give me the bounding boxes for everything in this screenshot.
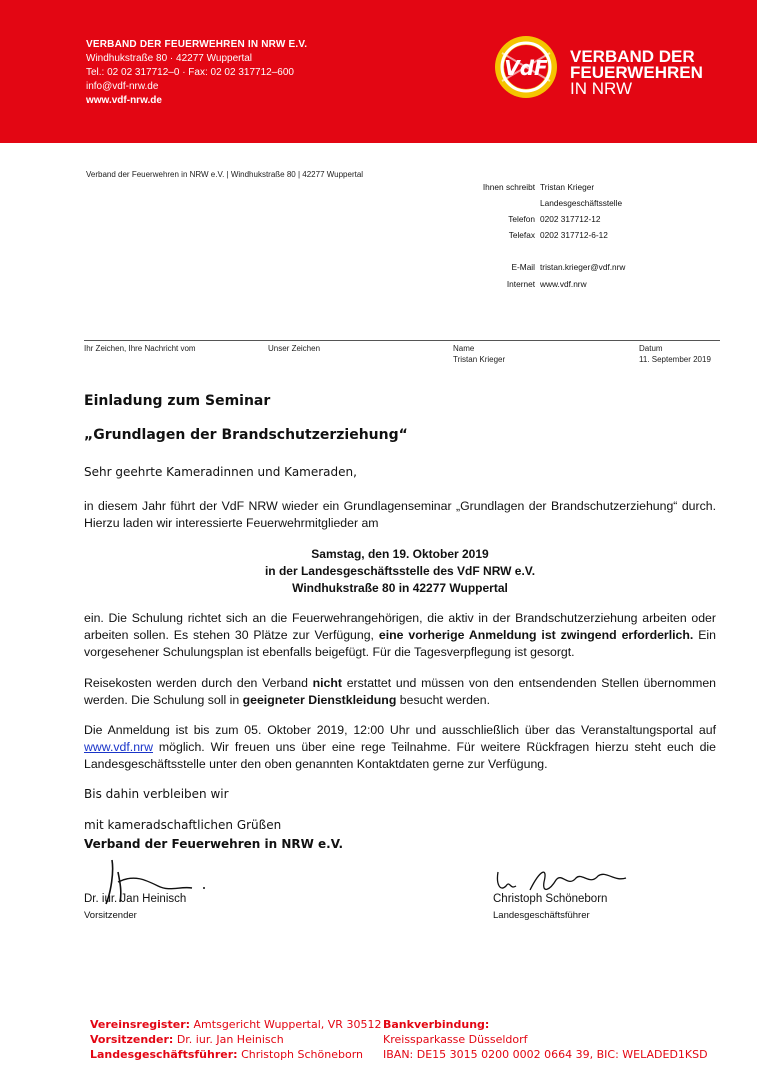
letter-title: Einladung zum Seminar — [84, 393, 271, 409]
footer-chair-label: Vorsitzender: — [90, 1033, 174, 1046]
phone-value: 0202 317712-12 — [540, 214, 601, 224]
logo-line-3: IN NRW — [570, 79, 633, 98]
org-phone-fax: Tel.: 02 02 317712–0 · Fax: 02 02 317712–600 — [86, 67, 294, 78]
paragraph-intro: in diesem Jahr führt der VdF NRW wieder ein Grundlagenseminar „Grundlagen der Brandschutzerziehung“ durch. Hierzu laden wir interessierte Feuerwehrmitglieder am — [84, 499, 716, 530]
signature-name-1: Dr. iur. Jan Heinisch — [84, 893, 187, 905]
para3-text-c: besucht werden. — [399, 693, 490, 707]
footer-bank-name: Kreissparkasse Düsseldorf — [383, 1033, 528, 1046]
footer-ceo-value: Christoph Schöneborn — [241, 1048, 364, 1061]
footer-reg-value: Amtsgericht Wuppertal, VR 30512 — [193, 1018, 382, 1031]
writer-value: Tristan Krieger — [540, 182, 595, 192]
logo-wordmark — [570, 49, 703, 97]
your-ref-label: Ihr Zeichen, Ihre Nachricht vom — [84, 344, 196, 353]
para2-text-a: ein. Die Schulung richtet sich an die Feuerwehrangehörigen, die aktiv in der Brandschutzerziehung arbeiten oder arbeiten sollen. Es stehen 30 Plätze zur Verfügung, — [84, 611, 716, 642]
footer-ceo-label: Landesgeschäftsführer: — [90, 1048, 238, 1061]
email-value[interactable]: tristan.krieger@vdf.nrw — [540, 262, 626, 272]
logo-line-2: FEUERWEHREN — [570, 63, 703, 82]
footer-registry — [90, 1017, 381, 1062]
para3-bold-2: geeigneter Dienstkleidung — [242, 693, 397, 707]
closing-org: Verband der Feuerwehren in NRW e.V. — [84, 837, 344, 851]
signature-role-2: Landesgeschäftsführer — [493, 910, 590, 921]
internet-value[interactable]: www.vdf.nrw — [540, 279, 587, 289]
fax-label: Telefax — [508, 230, 535, 240]
paragraph-registration — [84, 722, 716, 773]
writer-label: Ihnen schreibt — [482, 182, 535, 192]
closing-line-2: mit kameradschaftlichen Grüßen — [84, 818, 282, 832]
org-website[interactable]: www.vdf-nrw.de — [86, 95, 162, 106]
name-label: Name — [453, 344, 475, 353]
internet-label: Internet — [506, 279, 535, 289]
org-email[interactable]: info@vdf-nrw.de — [86, 81, 159, 92]
para3-bold-1: nicht — [312, 676, 342, 690]
fax-value: 0202 317712-6-12 — [540, 230, 608, 240]
para2-bold: eine vorherige Anmeldung ist zwingend erforderlich. — [378, 628, 694, 642]
para4-text-b: möglich. Wir freuen uns über eine rege Teilnahme. Für weitere Rückfragen hierzu steht euch die Landesgeschäftsstelle unter den oben genannten Kontaktdaten gerne zur Verfügung. — [84, 740, 716, 771]
signature-role-1: Vorsitzender — [84, 910, 137, 921]
footer-reg-label: Vereinsregister: — [90, 1018, 191, 1031]
phone-label: Telefon — [508, 214, 535, 224]
closing-line-1: Bis dahin verbleiben wir — [84, 787, 229, 801]
event-address: Windhukstraße 80 in 42277 Wuppertal — [292, 581, 508, 595]
header-banner — [0, 0, 757, 143]
logo-line-1: VERBAND DER — [570, 47, 695, 66]
date-label: Datum — [639, 344, 663, 353]
para2-text-b: Ein vorgesehener Schulungsplan ist ebenfalls beigefügt. Für die Tagesverpflegung ist gesorgt. — [84, 628, 717, 659]
salutation: Sehr geehrte Kameradinnen und Kameraden, — [84, 465, 357, 479]
org-address: Windhukstraße 80 · 42277 Wuppertal — [86, 53, 253, 64]
footer-chair-value: Dr. iur. Jan Heinisch — [176, 1033, 284, 1046]
our-ref-label: Unser Zeichen — [268, 344, 321, 353]
paragraph-details — [84, 610, 716, 661]
signature-name-2: Christoph Schöneborn — [493, 893, 608, 905]
department-value: Landesgeschäftsstelle — [540, 198, 623, 208]
event-place: in der Landesgeschäftsstelle des VdF NRW e.V. — [264, 564, 536, 578]
email-label: E-Mail — [511, 262, 535, 272]
footer-iban: IBAN: DE15 3015 0200 0002 0664 39, BIC: WELADED1KSD — [383, 1048, 708, 1061]
registration-link[interactable]: www.vdf.nrw — [84, 740, 154, 754]
logo-mark: VdF — [504, 56, 548, 80]
vdf-logo-icon — [492, 33, 560, 101]
footer-bank-label: Bankverbindung: — [383, 1018, 490, 1031]
event-date: Samstag, den 19. Oktober 2019 — [311, 547, 489, 561]
date-value: 11. September 2019 — [639, 355, 711, 364]
org-name: VERBAND DER FEUERWEHREN IN NRW E.V. — [86, 39, 308, 50]
paragraph-costs — [84, 675, 716, 709]
para4-text-a: Die Anmeldung ist bis zum 05. Oktober 2019, 12:00 Uhr und ausschließlich über das Veranstaltungsportal auf — [84, 723, 716, 737]
sender-line: Verband der Feuerwehren in NRW e.V. | Windhukstraße 80 | 42277 Wuppertal — [86, 170, 364, 179]
letter-subtitle: „Grundlagen der Brandschutzerziehung“ — [84, 427, 408, 443]
para3-text-b: erstattet und müssen von den entsendenden Stellen übernommen werden. Die Schulung soll in — [84, 676, 716, 707]
reference-divider — [84, 340, 720, 341]
org-contact-block — [86, 38, 307, 108]
para3-text-a: Reisekosten werden durch den Verband — [84, 676, 308, 690]
name-value: Tristan Krieger — [453, 355, 506, 364]
footer-bank — [383, 1017, 708, 1062]
